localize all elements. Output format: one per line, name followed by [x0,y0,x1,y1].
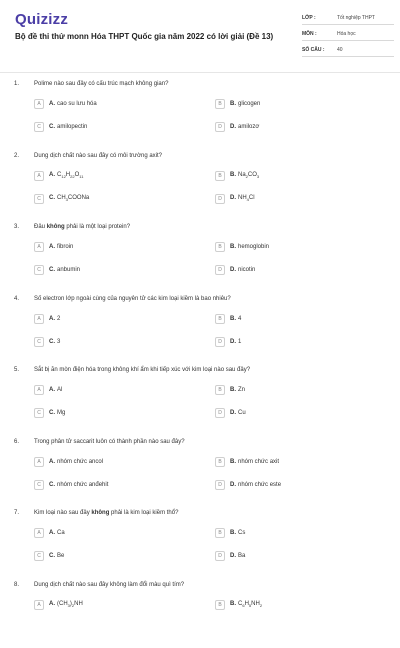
option-text: $(CH_3)_2NH$ [57,601,83,607]
option-text: Ca [57,530,65,536]
option-letter: D. [230,267,236,273]
option-key-box: B [215,314,225,324]
option-letter: C. [49,124,55,130]
option-b[interactable] [215,242,269,252]
question-number: 8. [14,582,19,588]
option-letter: C. [49,267,55,273]
option-letter: A. [49,316,55,322]
option-d[interactable] [215,480,281,490]
option-key-box: D [215,551,225,561]
question-1 [0,76,400,148]
option-b[interactable] [215,171,259,181]
option-d[interactable] [215,551,245,561]
option-key-box: A [34,99,44,109]
option-key-box: C [34,551,44,561]
option-b[interactable] [215,99,260,109]
option-key-box: D [215,480,225,490]
option-letter: D. [230,339,236,345]
option-d[interactable] [215,408,246,418]
option-text: Cs [238,530,245,536]
option-key-box: A [34,528,44,538]
option-d[interactable] [215,194,255,204]
question-6 [0,434,400,506]
question-5 [0,362,400,434]
option-d[interactable] [215,337,241,347]
option-d[interactable] [215,122,259,132]
option-a[interactable] [34,314,60,324]
option-letter: C. [49,553,55,559]
option-b[interactable] [215,314,241,324]
option-text: $C_{12}H_{22}O_{11}$ [57,172,83,178]
option-key-box: A [34,314,44,324]
question-text: Đâu không phải là một loại protein? [34,224,130,230]
option-key-box: C [34,122,44,132]
option-c[interactable] [34,480,108,490]
option-letter: D. [230,553,236,559]
meta-row-class [302,12,394,25]
option-text: anbumin [57,267,80,273]
meta-value: Hóa học [337,31,356,37]
option-letter: C. [49,482,55,488]
option-text: Al [57,387,62,393]
option-key-box: C [34,480,44,490]
option-key-box: C [34,194,44,204]
option-key-box: B [215,242,225,252]
option-key-box: A [34,385,44,395]
option-c[interactable] [34,408,65,418]
option-a[interactable] [34,528,65,538]
question-7 [0,505,400,577]
option-c[interactable] [34,194,89,204]
option-b[interactable] [215,385,245,395]
option-text: nhóm chức ancol [57,459,103,465]
option-key-box: B [215,457,225,467]
option-key-box: B [215,171,225,181]
option-text: $NH_4Cl$ [238,195,255,201]
option-text: $C_6H_5NH_2$ [238,601,262,607]
option-c[interactable] [34,551,64,561]
option-b[interactable] [215,600,262,610]
document-title: Bộ đề thi thử monn Hóa THPT Quốc gia năm 2022 có lời giải (Đề 13) [15,32,285,41]
option-letter: A. [49,101,55,107]
option-key-box: B [215,528,225,538]
question-text: Số electron lớp ngoài cùng của nguyên tử các kim loại kiềm là bao nhiêu? [34,296,231,302]
option-letter: A. [49,244,55,250]
option-text: nhóm chức axit [238,459,279,465]
header-divider [0,72,400,73]
question-3 [0,219,400,291]
option-text: fibroin [57,244,73,250]
question-number: 6. [14,439,19,445]
option-text: $CH_3COONa$ [57,195,89,201]
option-letter: B. [230,601,236,607]
option-text: Be [57,553,64,559]
option-letter: B. [230,530,236,536]
option-text: amilozơ [238,124,259,130]
option-key-box: D [215,122,225,132]
option-text: Mg [57,410,65,416]
question-number: 1. [14,81,19,87]
question-text: Trong phân tử saccarit luôn có thành phần nào sau đây? [34,439,185,445]
option-c[interactable] [34,337,60,347]
question-4 [0,291,400,363]
question-8 [0,577,400,648]
emphasis-text: không [91,510,109,516]
question-text: Sắt bị ăn mòn điện hóa trong không khí ẩm khi tiếp xúc với kim loại nào sau đây? [34,367,250,373]
option-letter: B. [230,459,236,465]
option-letter: B. [230,172,236,178]
question-text: Polime nào sau đây có cấu trúc mạch không gian? [34,81,168,87]
option-letter: B. [230,244,236,250]
question-text: Kim loại nào sau đây không phải là kim loại kiềm thổ? [34,510,178,516]
option-text: nicotin [238,267,255,273]
meta-label: SỐ CÂU : [302,47,337,53]
option-key-box: C [34,408,44,418]
meta-row-subject [302,28,394,41]
option-a[interactable] [34,385,62,395]
meta-info [302,12,394,60]
option-key-box: B [215,385,225,395]
emphasis-text: không [47,224,65,230]
option-d[interactable] [215,265,255,275]
option-text: nhóm chức anđehit [57,482,108,488]
option-key-box: B [215,600,225,610]
option-key-box: D [215,337,225,347]
question-text: Dung dịch chất nào sau đây không làm đổi màu quì tím? [34,582,184,588]
option-key-box: A [34,242,44,252]
option-letter: D. [230,482,236,488]
option-letter: C. [49,195,55,201]
option-text: 3 [57,339,60,345]
option-key-box: B [215,99,225,109]
option-letter: D. [230,195,236,201]
question-number: 5. [14,367,19,373]
option-letter: C. [49,339,55,345]
question-number: 7. [14,510,19,516]
option-b[interactable] [215,457,279,467]
question-text: Dung dịch chất nào sau đây có môi trường axit? [34,153,162,159]
option-text: 4 [238,316,241,322]
header [0,0,400,68]
option-text: 1 [238,339,241,345]
option-letter: C. [49,410,55,416]
meta-label: MÔN : [302,31,337,37]
quizizz-logo: Quizizz [15,11,68,28]
option-key-box: D [215,265,225,275]
option-text: amilopectin [57,124,87,130]
question-number: 3. [14,224,19,230]
option-text: glicogen [238,101,260,107]
question-number: 2. [14,153,19,159]
option-text: 2 [57,316,60,322]
option-a[interactable] [34,600,83,610]
option-b[interactable] [215,528,245,538]
option-a[interactable] [34,242,73,252]
option-text: nhóm chức este [238,482,281,488]
option-text: Cu [238,410,246,416]
question-number: 4. [14,296,19,302]
question-2 [0,148,400,220]
option-letter: B. [230,101,236,107]
option-letter: D. [230,410,236,416]
option-key-box: A [34,600,44,610]
option-letter: A. [49,459,55,465]
option-letter: A. [49,601,55,607]
option-text: hemoglobin [238,244,269,250]
option-letter: D. [230,124,236,130]
option-text: Ba [238,553,245,559]
option-key-box: A [34,457,44,467]
meta-row-question-count [302,44,394,57]
option-a[interactable] [34,457,103,467]
option-key-box: A [34,171,44,181]
meta-value: Tốt nghiệp THPT [337,15,375,21]
option-key-box: C [34,337,44,347]
option-letter: A. [49,172,55,178]
question-list [0,76,400,648]
option-a[interactable] [34,171,83,181]
option-letter: B. [230,387,236,393]
option-c[interactable] [34,122,87,132]
option-c[interactable] [34,265,80,275]
option-key-box: C [34,265,44,275]
option-text: $Na_2CO_3$ [238,172,259,178]
option-letter: B. [230,316,236,322]
option-letter: A. [49,387,55,393]
option-text: Zn [238,387,245,393]
meta-value: 40 [337,47,343,53]
option-key-box: D [215,408,225,418]
option-a[interactable] [34,99,97,109]
option-key-box: D [215,194,225,204]
meta-label: LỚP : [302,15,337,21]
option-letter: A. [49,530,55,536]
option-text: cao su lưu hóa [57,101,97,107]
